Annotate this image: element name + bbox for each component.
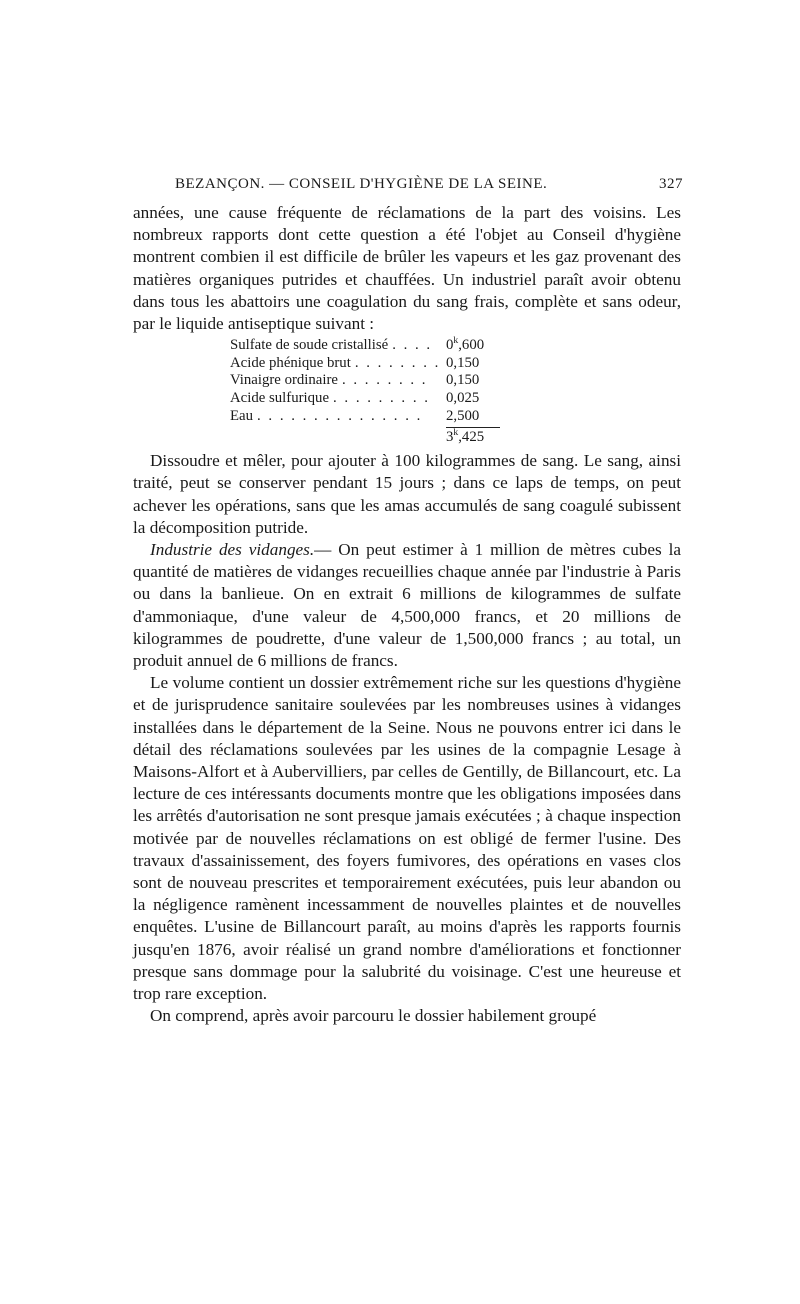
recipe-table bbox=[230, 337, 502, 446]
paragraph-3-body: — On peut estimer à 1 million de mètres cubes la quantité de matières de vidanges recueillies chaque année par l'industrie à Paris ou dans la banlieue. On en extrait 6 millions de kilogrammes de sulfate d'ammoniaque, d'une valeur de 4,500,000 francs, et 20 millions de kilogrammes de poudrette, d'une valeur de 1,500,000 francs ; au total, un produit annuel de 6 millions de francs. bbox=[133, 540, 681, 671]
recipe-total: 3$^k$,425 bbox=[446, 427, 485, 446]
ingredient-name: Acide phénique brut bbox=[230, 354, 351, 371]
ingredient-amount: 2,500 bbox=[446, 407, 480, 424]
recipe-row bbox=[230, 372, 502, 390]
ingredient-name: Acide sulfurique bbox=[230, 390, 330, 406]
paragraph-4: Le volume contient un dossier extrêmement riche sur les questions d'hygiène et de jurisprudence sanitaire soulevées par les nombreuses usines à vidanges installées dans le département de la Seine. Nous ne pouvons entrer ici dans le détail des réclamations soulevées par les usines de la compagnie Lesage à Maisons-Alfort et à Aubervilliers, par celles de Gentilly, de Billancourt, etc. La lecture de ces intéressants documents montre que les obligations imposées dans les arrêtés d'autorisation ne sont presque jamais exécutées ; à chaque inspection motivée par de nouvelles réclamations on est obligé de fermer l'usine. Des travaux d'assainissement, des foyers fumivores, des opérations en vases clos sont de nouveau prescrites et temporairement exécutées, puis leur abandon ou la négligence ramènent incessamment de nouvelles plaintes et de nouvelles enquêtes. L'usine de Billancourt paraît, au moins d'après les rapports fournis jusqu'en 1876, avoir réalisé un grand nombre d'améliorations et fonctionner presque sans dommage pour la salubrité du voisinage. C'est une heureuse et trop rare exception. bbox=[133, 673, 681, 1004]
leader-dots: . . . . bbox=[392, 337, 433, 354]
leader-dots: . . . . . . . . bbox=[342, 372, 428, 389]
ingredient-amount: 0,150 bbox=[446, 354, 480, 371]
paragraph-3 bbox=[133, 539, 681, 672]
body-text bbox=[133, 202, 681, 1027]
recipe-row bbox=[230, 390, 502, 408]
ingredient-name: Eau bbox=[230, 407, 254, 424]
paragraph-1: années, une cause fréquente de réclamations de la part des voisins. Les nombreux rapports dont cette question a été l'objet au Conseil d'hygiène montrent combien il est difficile de brûler les vapeurs et les gaz provenant des matières organiques putrides et chauffées. Un industriel paraît avoir obtenu dans tous les abattoirs une coagulation du sang frais, complète et sans odeur, par le liquide antiseptique suivant : bbox=[133, 203, 681, 334]
recipe-row bbox=[230, 408, 502, 426]
ingredient-amount: 0$^k$,600 bbox=[446, 335, 485, 354]
recipe-row bbox=[230, 355, 502, 373]
ingredient-amount: 0,025 bbox=[446, 390, 480, 406]
ingredient-amount: 0,150 bbox=[446, 372, 480, 389]
leader-dots: . . . . . . . . . . . . . . . bbox=[257, 407, 423, 424]
paragraph-5: On comprend, après avoir parcouru le dossier habilement groupé bbox=[150, 1006, 597, 1026]
section-heading: Industrie des vidanges. bbox=[150, 540, 315, 559]
leader-dots: . . . . . . . . . bbox=[333, 390, 430, 406]
paragraph-2: Dissoudre et mêler, pour ajouter à 100 kilogrammes de sang. Le sang, ainsi traité, peut se conserver pendant 15 jours ; dans ce laps de temps, on peut achever les opérations, sans que les amas accumulés de sang coagulé subissent la décomposition putride. bbox=[133, 451, 681, 537]
running-title: BEZANÇON. — CONSEIL D'HYGIÈNE DE LA SEINE. bbox=[175, 176, 548, 192]
ingredient-name: Sulfate de soude cristallisé bbox=[230, 337, 389, 354]
ingredient-name: Vinaigre ordinaire bbox=[230, 372, 338, 389]
recipe-row bbox=[230, 337, 502, 355]
page-number: 327 bbox=[659, 176, 683, 192]
leader-dots: . . . . . . . . bbox=[354, 354, 441, 371]
